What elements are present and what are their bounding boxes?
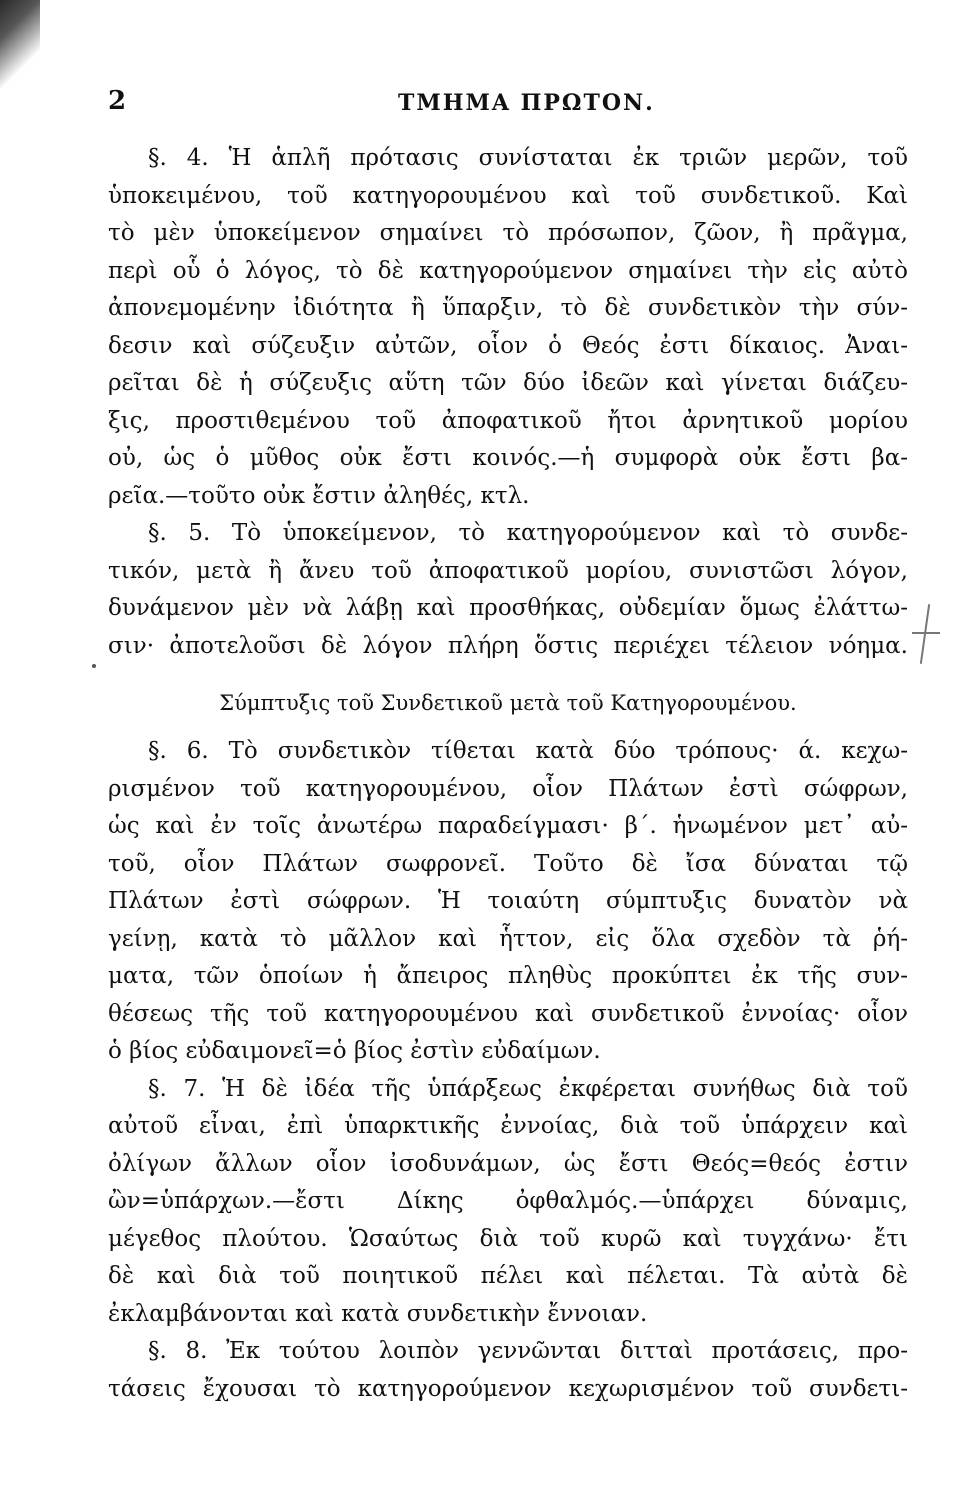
text-line: ρισμένον τοῦ κατηγορουμένου, οἷον Πλάτων ἐστὶ σώφρων, <box>108 775 908 802</box>
text-line: ἐκλαμβάνονται καὶ κατὰ συνδετικὴν ἔννοιαν. <box>108 1300 648 1327</box>
page-number: 2 <box>108 86 127 116</box>
page-header <box>108 86 908 126</box>
text-line: δὲ καὶ διὰ τοῦ ποιητικοῦ πέλει καὶ πέλεται. Τὰ αὐτὰ δὲ <box>108 1263 908 1289</box>
text-line: §. 8. Ἐκ τούτου λοιπὸν γεννῶνται διτταὶ προτάσεις, προ- <box>148 1338 908 1364</box>
text-line: ὁ βίος εὐδαιμονεῖ=ὁ βίος ἐστὶν εὐδαίμων. <box>108 1038 601 1064</box>
text-line: §. 4. Ἡ ἁπλῆ πρότασις συνίσταται ἐκ τριῶν μερῶν, τοῦ <box>148 145 908 171</box>
text-line: ὢν=ὑπάρχων.—ἔστι Δίκης ὀφθαλμός.—ὑπάρχει δύναμις, <box>108 1188 908 1214</box>
text-line: ρεῖα.—τοῦτο οὐκ ἔστιν ἀληθές, κτλ. <box>108 482 530 509</box>
page-corner-shadow <box>0 0 40 90</box>
text-line: ξις, προστιθεμένου τοῦ ἀποφατικοῦ ἤτοι ἀρνητικοῦ μορίου <box>108 407 908 434</box>
margin-cross-mark <box>912 604 940 664</box>
body-text <box>108 140 908 1408</box>
text-line: σιν· ἀποτελοῦσι δὲ λόγον πλήρη ὅστις περιέχει τέλειον νόημα. <box>108 632 908 659</box>
text-line: οὐ, ὡς ὁ μῦθος οὐκ ἔστι κοινός.—ἡ συμφορὰ οὐκ ἔστι βα- <box>108 445 908 471</box>
text-line: περὶ οὗ ὁ λόγος, τὸ δὲ κατηγορούμενον σημαίνει τὴν εἰς αὐτὸ <box>108 257 908 284</box>
text-line: τοῦ, οἷον Πλάτων σωφρονεῖ. Τοῦτο δὲ ἴσα δύναται τῷ <box>108 850 908 877</box>
text-line: θέσεως τῆς τοῦ κατηγορουμένου καὶ συνδετικοῦ ἐννοίας· οἷον <box>108 1000 908 1027</box>
section-subheading: Σύμπτυξις τοῦ Συνδετικοῦ μετὰ τοῦ Κατηγορουμένου. <box>219 691 797 715</box>
text-line: γείνῃ, κατὰ τὸ μᾶλλον καὶ ἧττον, εἰς ὅλα σχεδὸν τὰ ῥή- <box>108 925 908 952</box>
text-line: μέγεθος πλούτου. Ὡσαύτως διὰ τοῦ κυρῶ καὶ τυγχάνω· ἔτι <box>108 1225 908 1252</box>
text-line: ἀπονεμομένην ἰδιότητα ἢ ὕπαρξιν, τὸ δὲ συνδετικὸν τὴν σύν- <box>108 295 908 321</box>
text-line: ματα, τῶν ὁποίων ἡ ἄπειρος πληθὺς προκύπτει ἐκ τῆς συν- <box>108 963 908 989</box>
text-line: §. 7. Ἡ δὲ ἰδέα τῆς ὑπάρξεως ἐκφέρεται συνήθως διὰ τοῦ <box>148 1075 908 1102</box>
text-line: αὐτοῦ εἶναι, ἐπὶ ὑπαρκτικῆς ἐννοίας, διὰ τοῦ ὑπάρχειν καὶ <box>108 1113 908 1139</box>
text-line: Πλάτων ἐστὶ σώφρων. Ἡ τοιαύτη σύμπτυξις δυνατὸν νὰ <box>108 888 908 914</box>
text-line: δεσιν καὶ σύζευξιν αὐτῶν, οἷον ὁ Θεός ἐστι δίκαιος. Ἀναι- <box>108 332 908 359</box>
text-line: ὀλίγων ἄλλων οἷον ἰσοδυνάμων, ὡς ἔστι Θεός=θεός ἐστιν <box>108 1150 908 1177</box>
text-line: ὡς καὶ ἐν τοῖς ἀνωτέρω παραδείγμασι· β΄. ἡνωμένον μετ᾽ αὐ- <box>108 813 908 839</box>
text-line: §. 6. Τὸ συνδετικὸν τίθεται κατὰ δύο τρόπους· ά. κεχω- <box>148 738 908 764</box>
text-line: τικόν, μετὰ ἢ ἄνευ τοῦ ἀποφατικοῦ μορίου, συνιστῶσι λόγον, <box>108 557 908 584</box>
text-line: ρεῖται δὲ ἡ σύζευξις αὕτη τῶν δύο ἰδεῶν καὶ γίνεται διάζευ- <box>108 370 908 396</box>
running-head: ΤΜΗΜΑ ΠΡΩΤΟΝ. <box>398 90 655 116</box>
text-line: δυνάμενον μὲν νὰ λάβῃ καὶ προσθήκας, οὐδεμίαν ὅμως ἐλάττω- <box>108 595 908 621</box>
text-line: §. 5. Τὸ ὑποκείμενον, τὸ κατηγορούμενον καὶ τὸ συνδε- <box>148 520 908 546</box>
ink-dot <box>92 664 96 668</box>
text-line: τάσεις ἔχουσαι τὸ κατηγορούμενον κεχωρισμένον τοῦ συνδετι- <box>108 1375 908 1402</box>
text-line: τὸ μὲν ὑποκείμενον σημαίνει τὸ πρόσωπον, ζῶον, ἢ πρᾶγμα, <box>108 220 908 246</box>
text-line: ὑποκειμένου, τοῦ κατηγορουμένου καὶ τοῦ συνδετικοῦ. Καὶ <box>108 182 908 209</box>
